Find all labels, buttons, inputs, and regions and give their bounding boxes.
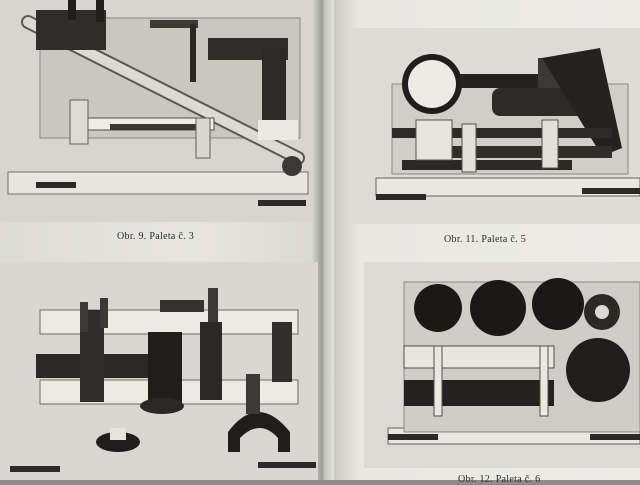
photo-pallet-5 bbox=[352, 28, 640, 224]
photo-pallet-3 bbox=[0, 0, 312, 222]
photo-pallet-6 bbox=[364, 262, 640, 468]
caption-fig9: Obr. 9. Paleta č. 3 bbox=[117, 231, 195, 242]
photo-pallet-4 bbox=[0, 262, 318, 480]
caption-fig12: Obr. 12. Paleta č. 6 bbox=[458, 474, 541, 485]
caption-fig11: Obr. 11. Paleta č. 5 bbox=[444, 234, 527, 245]
